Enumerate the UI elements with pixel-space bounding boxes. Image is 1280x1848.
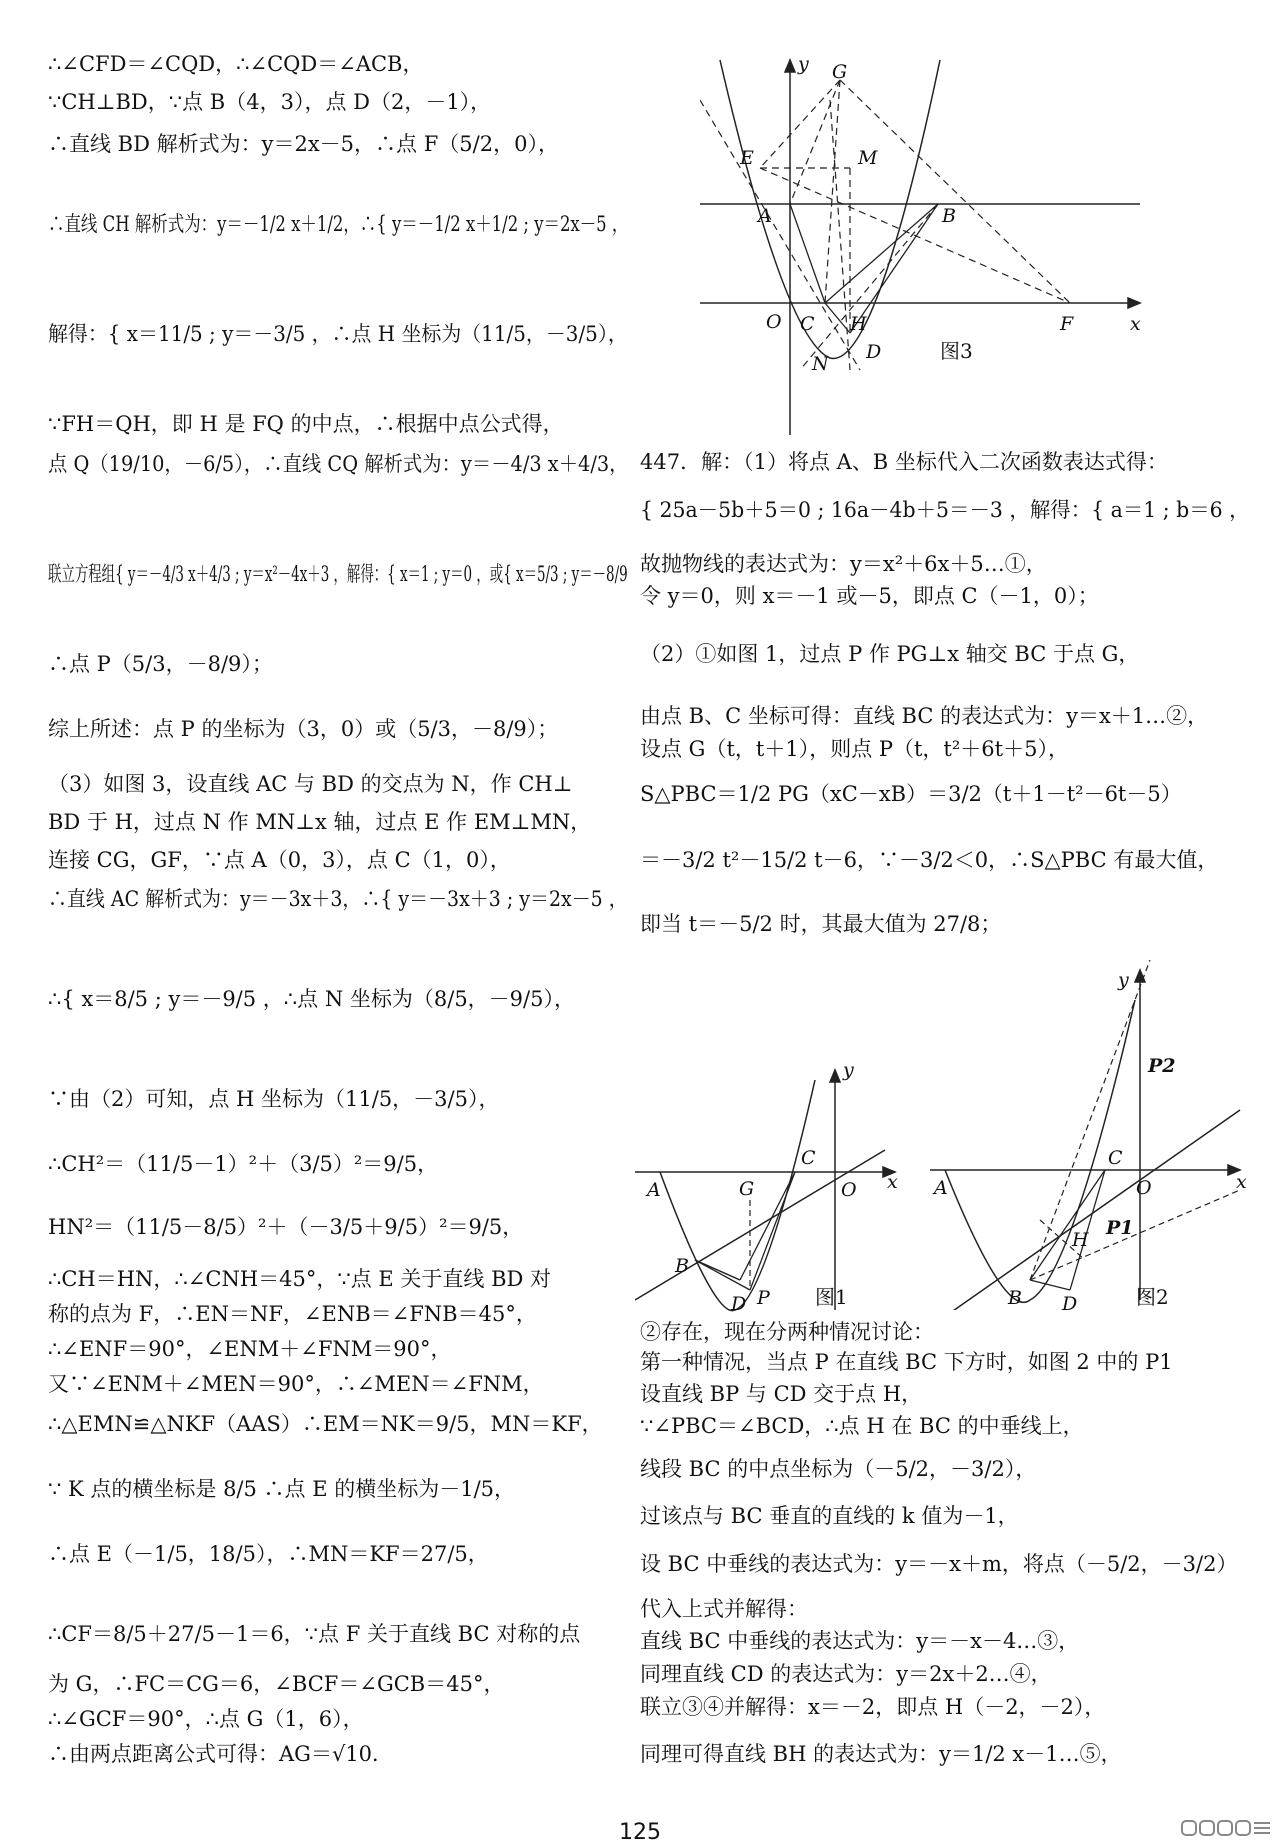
fig3-label-d: D bbox=[866, 341, 882, 363]
fig3-label-b: B bbox=[942, 205, 956, 227]
text-line: 过该点与 BC 垂直的直线的 k 值为－1， bbox=[640, 1504, 1019, 1528]
text-line: 线段 BC 的中点坐标为（－5/2，－3/2）， bbox=[640, 1457, 1037, 1481]
fig1-label-x: x bbox=[887, 1171, 898, 1193]
text-line: ∴∠ENF＝90°，∠ENM＋∠FNM＝90°， bbox=[48, 1337, 452, 1361]
text-line: 直线 BC 中垂线的表达式为：y＝－x－4…③， bbox=[640, 1629, 1080, 1653]
text-line: ∵由（2）可知，点 H 坐标为（11/5，－3/5）， bbox=[48, 1087, 500, 1111]
text-line: BD 于 H，过点 N 作 MN⊥x 轴，过点 E 作 EM⊥MN， bbox=[48, 810, 592, 834]
text-line: ∴∠CFD＝∠CQD，∴∠CQD＝∠ACB， bbox=[48, 52, 424, 76]
fig1-label-c: C bbox=[801, 1147, 816, 1169]
text-line: 设 BC 中垂线的表达式为：y＝－x＋m，将点（－5/2，－3/2） bbox=[640, 1552, 1238, 1576]
fig2-label-o: O bbox=[1136, 1177, 1152, 1199]
text-line: ∴直线 AC 解析式为：y＝－3x＋3，∴{ y＝－3x＋3 ; y＝2x－5 ， bbox=[48, 887, 628, 911]
text-line: 令 y＝0，则 x＝－1 或－5，即点 C（－1，0）； bbox=[640, 584, 1099, 608]
fig2-label-c: C bbox=[1108, 1147, 1123, 1169]
text-line: （2）①如图 1，过点 P 作 PG⊥x 轴交 BC 于点 G， bbox=[640, 642, 1140, 666]
text-line: ∴点 P（5/3，－8/9）； bbox=[48, 652, 273, 676]
fig2-caption: 图2 bbox=[1136, 1285, 1169, 1309]
fig1-label-a: A bbox=[647, 1179, 661, 1201]
text-line: 即当 t＝－5/2 时，其最大值为 27/8； bbox=[640, 912, 1002, 936]
text-line: 又∵∠ENM＋∠MEN＝90°，∴∠MEN＝∠FNM， bbox=[48, 1372, 544, 1396]
text-line: ∴点 E（－1/5，18/5），∴MN＝KF＝27/5， bbox=[48, 1542, 489, 1566]
page-number: 125 bbox=[619, 1820, 661, 1845]
text-line: ∵ K 点的横坐标是 8/5 ∴点 E 的横坐标为－1/5， bbox=[48, 1477, 516, 1501]
text-line: 第一种情况，当点 P 在直线 BC 下方时，如图 2 中的 P1 bbox=[640, 1350, 1173, 1374]
text-line: 称的点为 F，∴EN＝NF，∠ENB＝∠FNB＝45°， bbox=[48, 1302, 537, 1326]
figure-2 bbox=[920, 960, 1250, 1310]
fig3-label-x: x bbox=[1130, 313, 1141, 335]
fig3-label-g: G bbox=[832, 61, 848, 83]
text-line: 设点 G（t，t＋1），则点 P（t，t²＋6t＋5）， bbox=[640, 737, 1069, 761]
text-line: ②存在，现在分两种情况讨论： bbox=[640, 1320, 934, 1344]
text-line: ∵FH＝QH，即 H 是 FQ 的中点，∴根据中点公式得， bbox=[48, 412, 564, 436]
text-line: 综上所述：点 P 的坐标为（3，0）或（5/3，－8/9）； bbox=[48, 717, 559, 741]
fig3-label-o: O bbox=[766, 311, 782, 333]
text-line: ∴直线 BD 解析式为：y＝2x－5，∴点 F（5/2，0）， bbox=[48, 132, 559, 156]
fig3-label-n: N bbox=[812, 353, 829, 375]
text-line: 解得：{ x＝11/5 ; y＝－3/5 ，∴点 H 坐标为（11/5，－3/5）， bbox=[48, 322, 628, 346]
text-line: ∴直线 CH 解析式为：y＝－1/2 x＋1/2，∴{ y＝－1/2 x＋1/2 ; y＝2x－5 ， bbox=[48, 212, 629, 236]
text-line: ∵CH⊥BD，∵点 B（4，3），点 D（2，－1）， bbox=[48, 90, 492, 114]
figure-3 bbox=[700, 40, 1160, 440]
text-line: ∴△EMN≌△NKF（AAS）∴EM＝NK＝9/5，MN＝KF， bbox=[48, 1412, 603, 1436]
fig2-label-x: x bbox=[1236, 1171, 1247, 1193]
text-line: 同理直线 CD 的表达式为：y＝2x＋2…④， bbox=[640, 1662, 1052, 1686]
fig2-label-b: B bbox=[1008, 1287, 1022, 1309]
text-line: 为 G，∴FC＝CG＝6，∠BCF＝∠GCB＝45°， bbox=[48, 1672, 505, 1696]
text-line: ∴CH＝HN，∴∠CNH＝45°，∵点 E 关于直线 BD 对 bbox=[48, 1267, 552, 1291]
fig3-label-m: M bbox=[858, 147, 878, 169]
fig2-label-d: D bbox=[1062, 1293, 1078, 1310]
fig3-label-f: F bbox=[1060, 313, 1074, 335]
fig2-label-h: H bbox=[1072, 1229, 1089, 1251]
text-line: 故抛物线的表达式为：y＝x²＋6x＋5…①， bbox=[640, 552, 1047, 576]
text-line: HN²＝（11/5－8/5）²＋（－3/5＋9/5）²＝9/5， bbox=[48, 1215, 524, 1239]
text-line: ∴由两点距离公式可得：AG＝√10． bbox=[48, 1742, 394, 1766]
fig3-caption: 图3 bbox=[940, 339, 973, 363]
fig3-label-h: H bbox=[850, 313, 867, 335]
text-line: 447．解：（1）将点 A、B 坐标代入二次函数表达式得： bbox=[640, 450, 1168, 474]
fig1-label-y: y bbox=[843, 1060, 854, 1081]
text-line: ∵∠PBC＝∠BCD，∴点 H 在 BC 的中垂线上， bbox=[640, 1414, 1084, 1438]
text-line: 设直线 BP 与 CD 交于点 H， bbox=[640, 1382, 923, 1406]
fig1-label-o: O bbox=[841, 1179, 857, 1201]
fig1-label-g: G bbox=[739, 1178, 755, 1200]
text-line: 联立方程组{ y＝－4/3 x＋4/3 ; y＝x²－4x＋3 ，解得：{ x＝1 ; y＝0 ，或{ x＝5/3 ; y＝－8/9 bbox=[48, 562, 628, 586]
watermark-logo bbox=[1180, 1818, 1272, 1838]
fig2-label-p1: P1 bbox=[1106, 1217, 1134, 1239]
text-line: ∴CF＝8/5＋27/5－1＝6，∵点 F 关于直线 BC 对称的点 bbox=[48, 1622, 581, 1646]
fig3-label-c: C bbox=[800, 313, 815, 335]
fig3-label-a: A bbox=[758, 205, 772, 227]
text-line: （3）如图 3，设直线 AC 与 BD 的交点为 N，作 CH⊥ bbox=[48, 772, 573, 796]
text-line: 连接 CG，GF，∵点 A（0，3），点 C（1，0）， bbox=[48, 848, 511, 872]
fig2-label-p2: P2 bbox=[1148, 1055, 1176, 1077]
text-line: 代入上式并解得： bbox=[640, 1597, 808, 1621]
text-line: 联立③④并解得：x＝－2，即点 H（－2，－2）， bbox=[640, 1695, 1106, 1719]
text-line: ∴∠GCF＝90°，∴点 G（1，6）， bbox=[48, 1707, 364, 1731]
fig1-label-b: B bbox=[675, 1255, 689, 1277]
text-line: S△PBC＝1/2 PG（xC－xB）＝3/2（t＋1－t²－6t－5） bbox=[640, 782, 1182, 806]
fig1-label-d: D bbox=[731, 1293, 747, 1315]
text-line: ＝－3/2 t²－15/2 t－6，∵－3/2＜0，∴S△PBC 有最大值， bbox=[640, 848, 1219, 872]
text-line: { 25a－5b＋5＝0 ; 16a－4b＋5＝－3 ，解得：{ a＝1 ; b＝6 ， bbox=[640, 498, 1250, 522]
fig2-label-y: y bbox=[1118, 969, 1129, 991]
text-line: 点 Q（19/10，－6/5），∴直线 CQ 解析式为：y＝－4/3 x＋4/3， bbox=[48, 452, 629, 476]
figure-1 bbox=[635, 1060, 915, 1320]
fig1-label-p: P bbox=[757, 1287, 770, 1309]
text-line: ∴{ x＝8/5 ; y＝－9/5 ，∴点 N 坐标为（8/5，－9/5）， bbox=[48, 987, 575, 1011]
text-line: 由点 B、C 坐标可得：直线 BC 的表达式为：y＝x＋1…②， bbox=[640, 704, 1209, 728]
fig3-label-e: E bbox=[740, 147, 754, 169]
fig1-caption: 图1 bbox=[815, 1285, 848, 1309]
text-line: ∴CH²＝（11/5－1）²＋（3/5）²＝9/5， bbox=[48, 1152, 439, 1176]
text-line: 同理可得直线 BH 的表达式为：y＝1/2 x－1…⑤， bbox=[640, 1742, 1122, 1766]
fig2-label-a: A bbox=[934, 1177, 948, 1199]
fig3-label-y: y bbox=[798, 53, 809, 75]
